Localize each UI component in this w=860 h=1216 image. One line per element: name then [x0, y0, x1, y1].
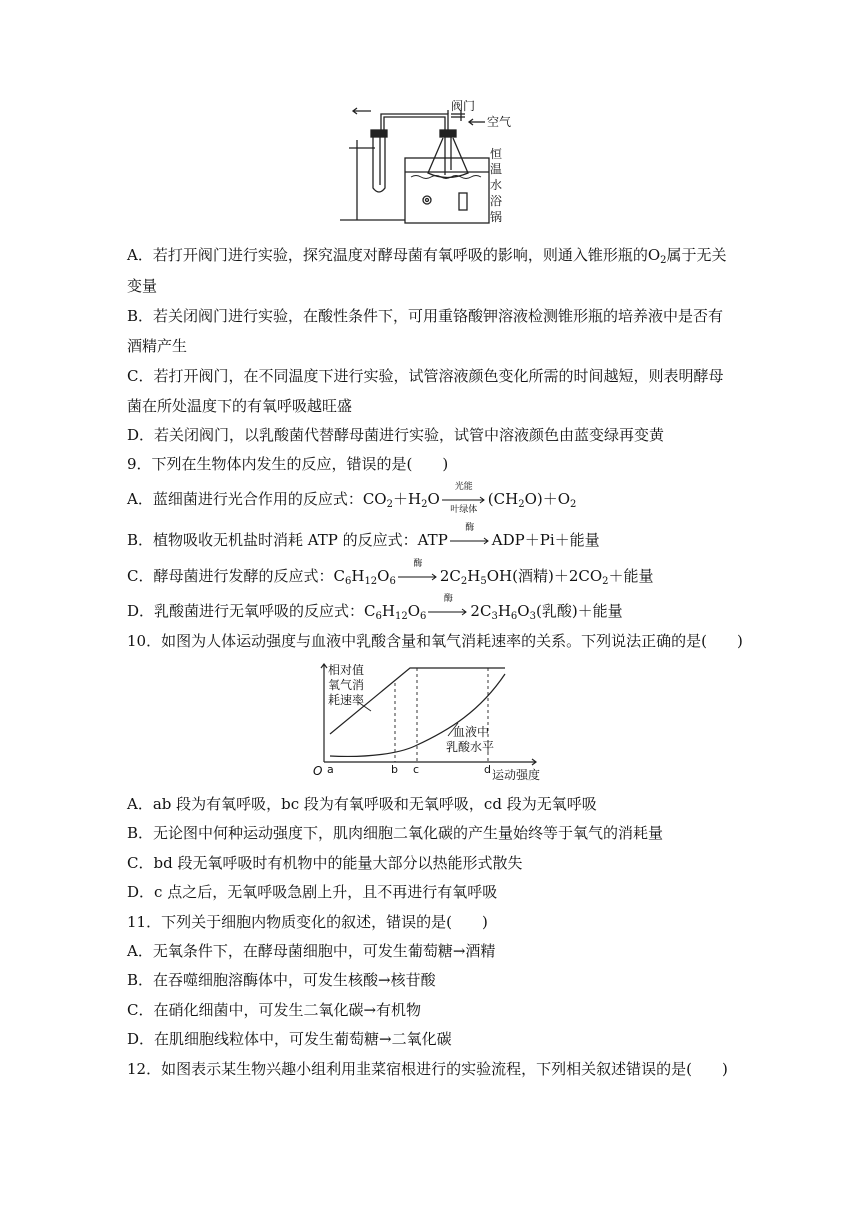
- q9-option-b: B．植物吸收无机盐时消耗 ATP 的反应式：ATP 酶 ADP＋Pi＋能量: [127, 523, 600, 549]
- lactate-label-1: 血液中: [453, 725, 490, 739]
- reaction-arrow: 酶: [398, 573, 438, 581]
- q11-stem: 11．下列关于细胞内物质变化的叙述，错误的是( ): [127, 913, 488, 931]
- q11-option-a: A．无氧条件下，在酵母菌细胞中，可发生葡萄糖→酒精: [127, 942, 496, 960]
- reaction-arrow: 光能 叶绿体: [442, 496, 486, 504]
- reaction-arrow: 酶: [428, 608, 468, 616]
- oxygen-label-1: 氧气消: [328, 678, 365, 692]
- q8-option-a-cont: 变量: [127, 277, 158, 295]
- q12-stem: 12．如图表示某生物兴趣小组利用韭菜宿根进行的实验流程，下列相关叙述错误的是( ): [127, 1060, 728, 1078]
- q9-stem: 9．下列在生物体内发生的反应，错误的是( ): [127, 455, 449, 473]
- q9-option-c: C．酵母菌进行发酵的反应式：$C_6H_{12}O_6$ 酶 $2C_2H_5OH$(酒精)$+2CO_2+$能量: [127, 559, 654, 587]
- oxygen-label-2: 耗速率: [328, 693, 365, 707]
- q11-option-b: B．在吞噬细胞溶酶体中，可发生核酸→核苷酸: [127, 971, 436, 989]
- bath-label-4: 浴: [490, 194, 503, 208]
- q11-option-d: D．在肌细胞线粒体中，可发生葡萄糖→二氧化碳: [127, 1030, 452, 1048]
- apparatus-figure: [335, 100, 535, 232]
- exercise-chart: [300, 656, 560, 786]
- q11-option-c: C．在硝化细菌中，可发生二氧化碳→有机物: [127, 1001, 422, 1019]
- q10-option-a: A．ab 段为有氧呼吸，bc 段为有氧呼吸和无氧呼吸，cd 段为无氧呼吸: [127, 795, 597, 813]
- q8-option-b-cont: 酒精产生: [127, 337, 188, 355]
- x-tick-c: c: [413, 763, 420, 776]
- q9-option-d: D．乳酸菌进行无氧呼吸的反应式：$C_6H_{12}O_6$ 酶 $2C_3H_6O_3$(乳酸)＋能量: [127, 594, 623, 622]
- bath-label-1: 恒: [490, 147, 503, 161]
- q8-option-c-cont: 菌在所处温度下的有氧呼吸越旺盛: [127, 397, 353, 415]
- air-label: 空气: [487, 115, 512, 129]
- q8-option-d: D．若关闭阀门，以乳酸菌代替酵母菌进行实验，试管中溶液颜色由蓝变绿再变黄: [127, 426, 665, 444]
- q8-option-a: A．若打开阀门进行实验，探究温度对酵母菌有氧呼吸的影响，则通入锥形瓶的$O_2$属于无关: [127, 246, 727, 266]
- valve-label: 阀门: [451, 100, 476, 113]
- q9-option-a: A．蓝细菌进行光合作用的反应式：$CO_2+H_2O$ 光能 叶绿体 $(CH_2O)+O_2$: [127, 482, 577, 515]
- bath-label-5: 锅: [490, 210, 503, 224]
- bath-label-2: 温: [490, 162, 503, 176]
- q8-option-b: B．若关闭阀门进行实验，在酸性条件下，可用重铬酸钾溶液检测锥形瓶的培养液中是否有: [127, 307, 724, 325]
- origin-label: O: [313, 764, 323, 778]
- bath-label-3: 水: [490, 178, 503, 192]
- x-tick-d: d: [484, 763, 491, 776]
- x-tick-b: b: [391, 763, 398, 776]
- y-axis-label: 相对值: [328, 663, 365, 677]
- reaction-arrow: 酶: [450, 537, 490, 545]
- q10-option-b: B．无论图中何种运动强度下，肌肉细胞二氧化碳的产生量始终等于氧气的消耗量: [127, 824, 664, 842]
- x-tick-a: a: [327, 763, 334, 776]
- lactate-label-2: 乳酸水平: [446, 740, 495, 754]
- q10-option-c: C．bd 段无氧呼吸时有机物中的能量大部分以热能形式散失: [127, 854, 523, 872]
- x-axis-label: 运动强度: [492, 768, 541, 782]
- q10-option-d: D．c 点之后，无氧呼吸急剧上升，且不再进行有氧呼吸: [127, 883, 498, 901]
- q8-option-c: C．若打开阀门，在不同温度下进行实验，试管溶液颜色变化所需的时间越短，则表明酵母: [127, 367, 724, 385]
- q10-stem: 10．如图为人体运动强度与血液中乳酸含量和氧气消耗速率的关系。下列说法正确的是( ): [127, 632, 743, 650]
